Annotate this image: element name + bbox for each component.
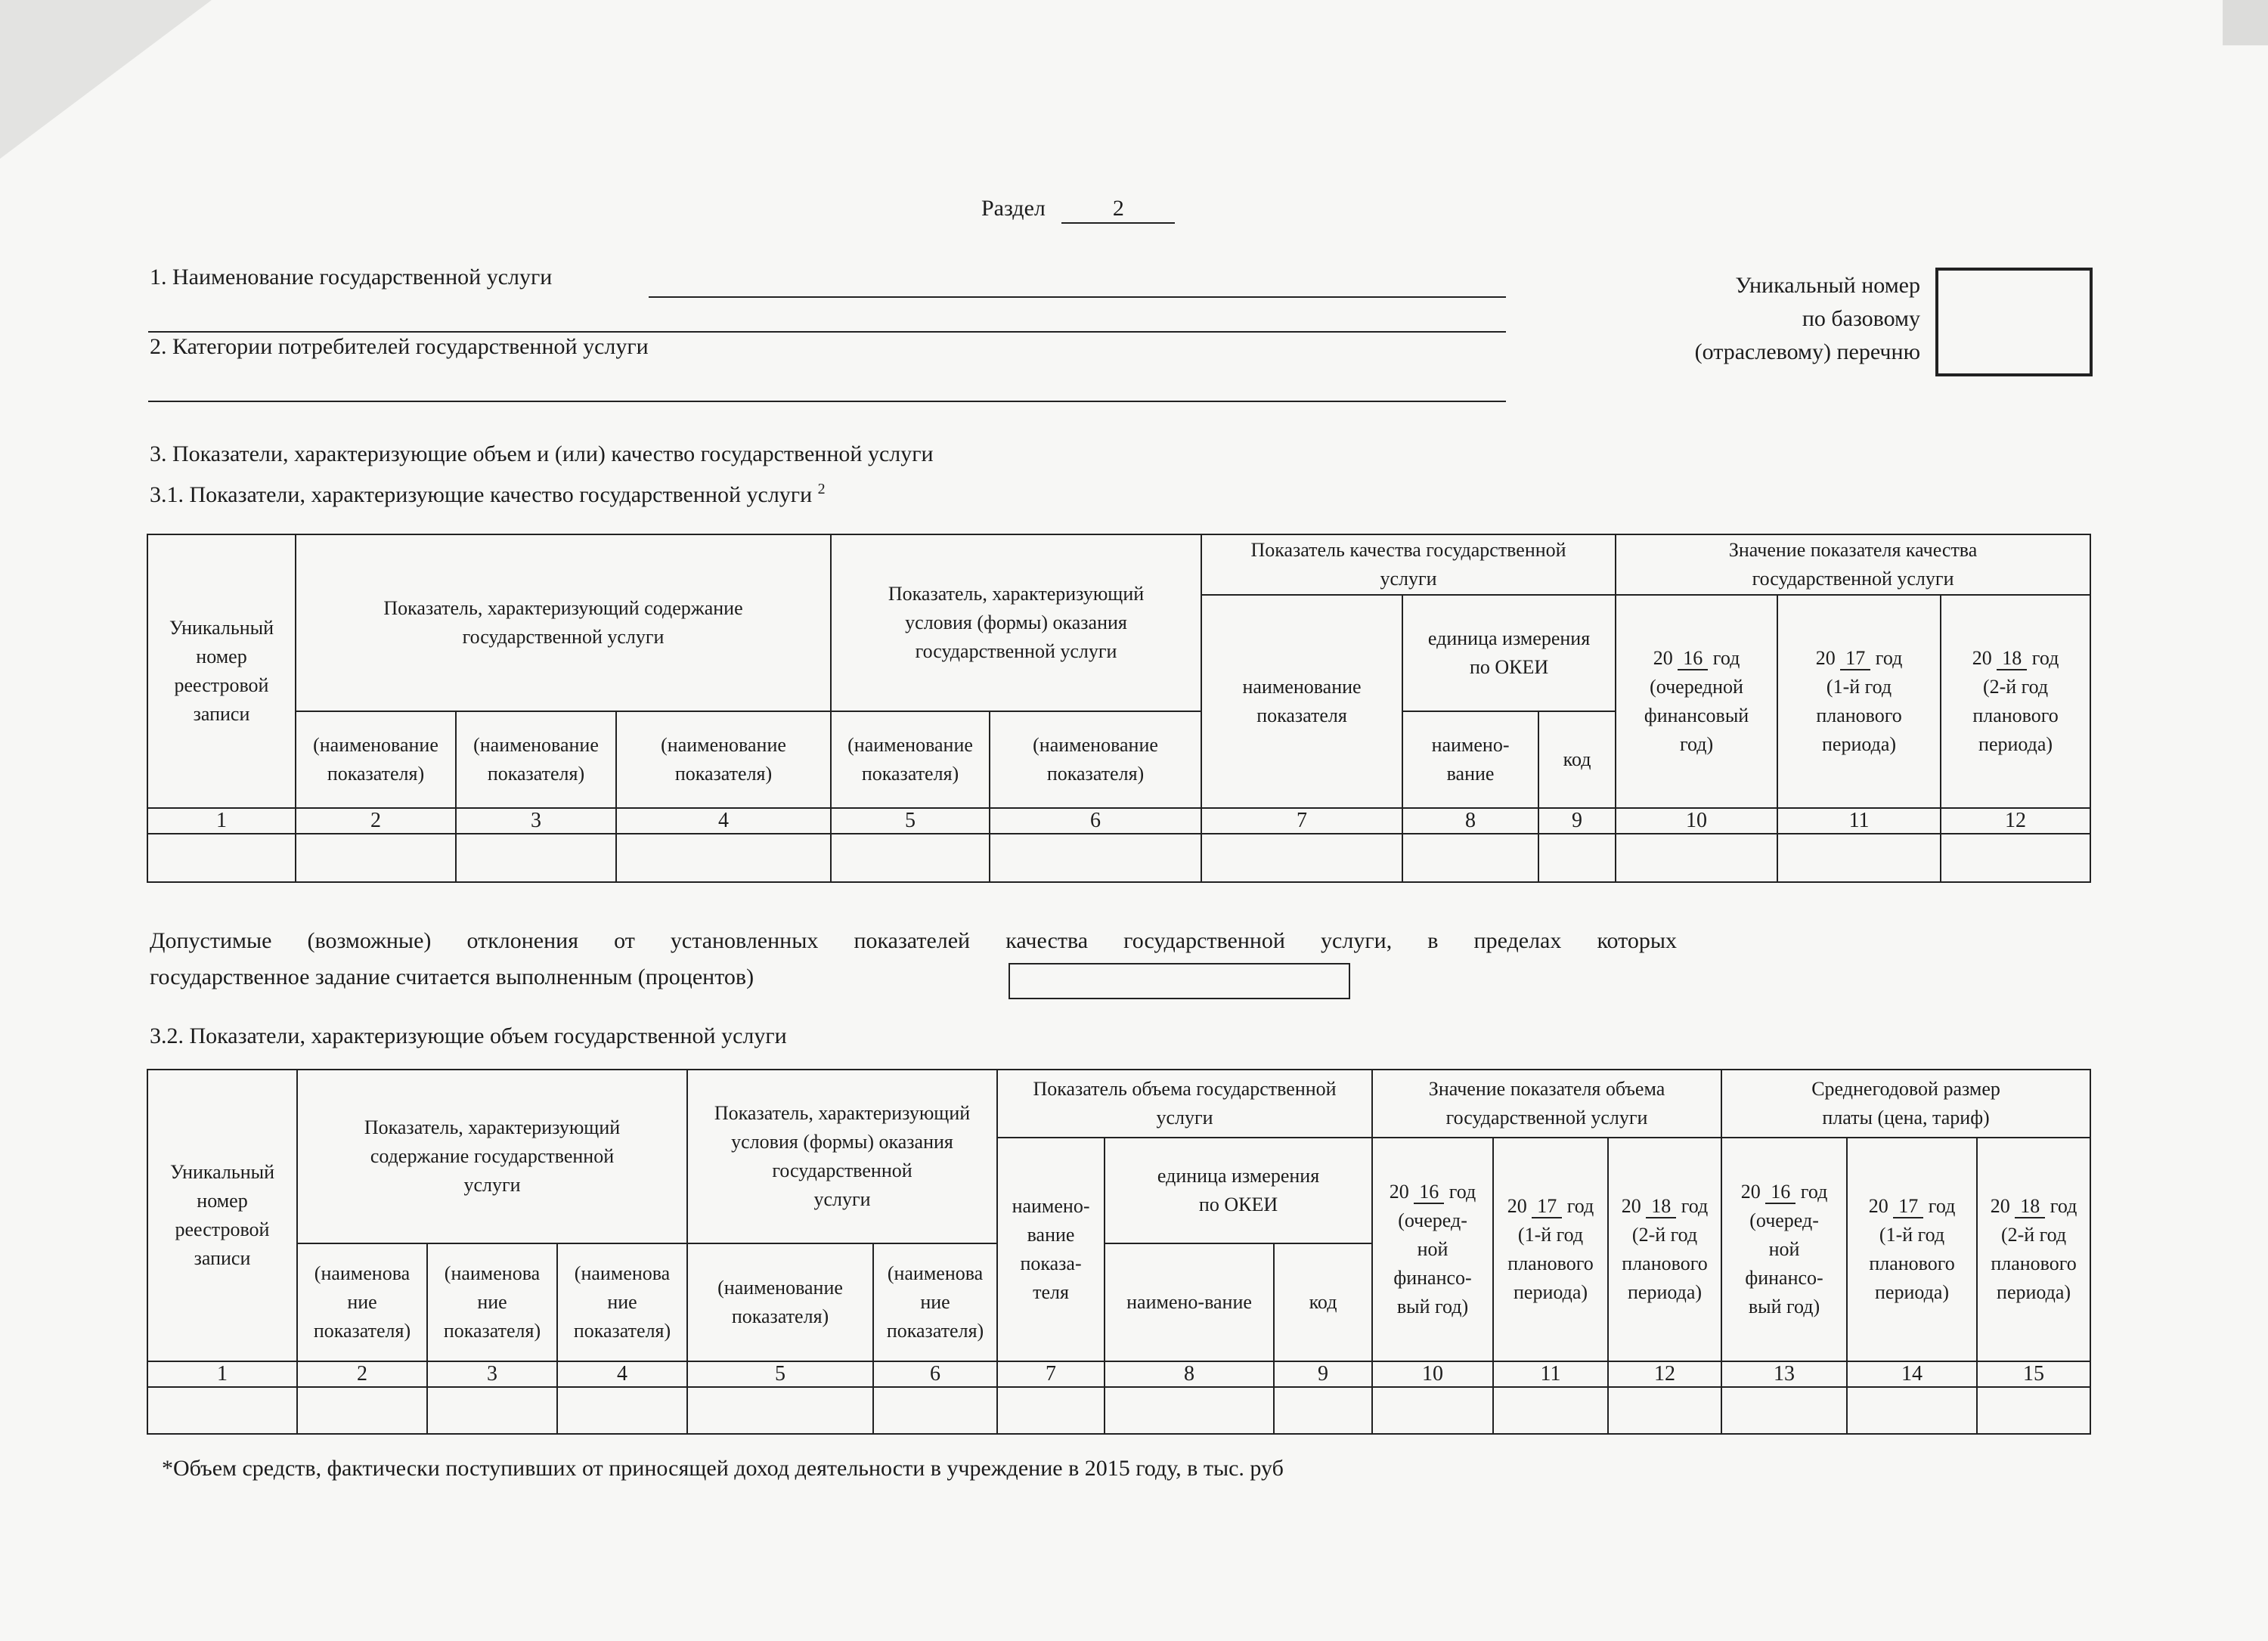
heading-3-1 [150, 481, 826, 508]
vt-cell[interactable] [1105, 1387, 1274, 1434]
qt-content-header: Показатель, характеризующий содержание государственной услуги [296, 534, 831, 711]
vt-cell[interactable] [1608, 1387, 1721, 1434]
vt-cell[interactable] [1977, 1387, 2090, 1434]
qt-cell[interactable] [1402, 834, 1538, 882]
unique-number-line-3: (отраслевому) перечню [1694, 339, 1920, 364]
vt-okei-unit: единица измерения по ОКЕИ [1105, 1138, 1372, 1243]
qt-registry-header: Уникальный номер реестровой записи [147, 534, 296, 808]
deviation-input-box[interactable] [1009, 963, 1350, 999]
qt-indicator-name: наименование показателя [1201, 595, 1402, 808]
vt-cell[interactable] [687, 1387, 873, 1434]
qt-sub-name-2: (наименование показателя) [456, 711, 616, 808]
vt-unit-code: код [1274, 1243, 1372, 1361]
vt-value-header: Значение показателя объема государственной услуги [1372, 1070, 1721, 1138]
qt-cell[interactable] [296, 834, 456, 882]
qt-number-row: 1 2 3 4 5 6 7 8 9 10 11 12 [147, 808, 2090, 834]
vt-cell[interactable] [1721, 1387, 1847, 1434]
page-fold-shadow [0, 0, 212, 159]
vt-sub-name-4: (наименование показателя) [687, 1243, 873, 1361]
consumers-label: 2. Категории потребителей государственной услуги [150, 334, 649, 359]
unique-number-box[interactable] [1935, 268, 2093, 376]
page-edge-shadow [2223, 0, 2268, 45]
vt-cell[interactable] [873, 1387, 997, 1434]
volume-table [147, 1069, 2091, 1435]
section-label: Раздел [981, 196, 1046, 221]
heading-3: 3. Показатели, характеризующие объем и (или) качество государственной услуги [150, 441, 934, 466]
qt-year-2018: 20 18 год (2-й год планового периода) [1941, 595, 2090, 808]
vt-value-2017: 20 17 год (1-й год планового периода) [1493, 1138, 1608, 1361]
vt-fee-header: Среднегодовой размер платы (цена, тариф) [1721, 1070, 2090, 1138]
qt-unit-code: код [1538, 711, 1616, 808]
qt-sub-name-1: (наименование показателя) [296, 711, 456, 808]
vt-sub-name-3: (наименова ние показателя) [557, 1243, 687, 1361]
qt-cell[interactable] [1777, 834, 1941, 882]
qt-cell[interactable] [831, 834, 990, 882]
heading-3-1-text: 3.1. Показатели, характеризующие качество государственной услуги [150, 482, 813, 507]
qt-okei-unit: единица измерения по ОКЕИ [1402, 595, 1616, 711]
vt-cell[interactable] [997, 1387, 1105, 1434]
vt-cell[interactable] [557, 1387, 687, 1434]
qt-cell[interactable] [616, 834, 831, 882]
vt-sub-name-2: (наименова ние показателя) [427, 1243, 557, 1361]
qt-cell[interactable] [456, 834, 616, 882]
vt-unit-name: наимено-вание [1105, 1243, 1274, 1361]
vt-volume-header: Показатель объема государственной услуги [997, 1070, 1372, 1138]
vt-cell[interactable] [1274, 1387, 1372, 1434]
service-name-label: 1. Наименование государственной услуги [150, 265, 553, 289]
vt-cell[interactable] [147, 1387, 297, 1434]
qt-cell[interactable] [1201, 834, 1402, 882]
qt-value-header: Значение показателя качества государственной услуги [1616, 534, 2090, 595]
section-number: 2 [1061, 195, 1175, 224]
qt-data-row [147, 834, 2090, 882]
vt-fee-2018: 20 18 год (2-й год планового периода) [1977, 1138, 2090, 1361]
qt-unit-name: наимено- вание [1402, 711, 1538, 808]
heading-3-2: 3.2. Показатели, характеризующие объем государственной услуги [150, 1023, 787, 1048]
vt-cell[interactable] [297, 1387, 427, 1434]
consumers-line[interactable] [148, 401, 1506, 402]
qt-cell[interactable] [1538, 834, 1616, 882]
vt-sub-name-1: (наименова ние показателя) [297, 1243, 427, 1361]
qt-year-2017: 20 17 год (1-й год планового периода) [1777, 595, 1941, 808]
qt-cell[interactable] [1941, 834, 2090, 882]
footnote: *Объем средств, фактически поступивших от приносящей доход деятельности в учреждение в 2015 году, в тыс. руб [162, 1456, 1284, 1481]
vt-conditions-header: Показатель, характеризующий условия (формы) оказания государственной услуги [687, 1070, 997, 1243]
qt-cell[interactable] [990, 834, 1201, 882]
vt-cell[interactable] [1372, 1387, 1493, 1434]
qt-cell[interactable] [147, 834, 296, 882]
deviation-text-1: Допустимые (возможные) отклонения от установленных показателей качества государственной услуги, в пределах которых [150, 928, 1677, 953]
section-title [981, 195, 1175, 224]
vt-cell[interactable] [1847, 1387, 1977, 1434]
vt-fee-2017: 20 17 год (1-й год планового периода) [1847, 1138, 1977, 1361]
vt-data-row [147, 1387, 2090, 1434]
service-name-line-2[interactable] [148, 331, 1506, 333]
vt-indicator-name: наимено- вание показа- теля [997, 1138, 1105, 1361]
vt-value-2016: 20 16 год (очеред- ной финансо- вый год) [1372, 1138, 1493, 1361]
footnote-ref: 2 [817, 481, 826, 497]
service-name-line[interactable] [649, 296, 1506, 298]
quality-table [147, 534, 2091, 883]
vt-registry-header: Уникальный номер реестровой записи [147, 1070, 297, 1361]
vt-content-header: Показатель, характеризующий содержание государственной услуги [297, 1070, 687, 1243]
vt-number-row: 1 2 3 4 5 6 7 8 9 10 11 12 13 14 15 [147, 1361, 2090, 1387]
unique-number-label [1603, 269, 1920, 369]
vt-sub-name-5: (наименова ние показателя) [873, 1243, 997, 1361]
vt-cell[interactable] [427, 1387, 557, 1434]
qt-cell[interactable] [1616, 834, 1777, 882]
unique-number-line-1: Уникальный номер [1735, 273, 1920, 298]
qt-year-2016: 20 16 год (очередной финансовый год) [1616, 595, 1777, 808]
qt-sub-name-5: (наименование показателя) [990, 711, 1201, 808]
qt-sub-name-4: (наименование показателя) [831, 711, 990, 808]
qt-sub-name-3: (наименование показателя) [616, 711, 831, 808]
unique-number-line-2: по базовому [1802, 306, 1920, 331]
vt-cell[interactable] [1493, 1387, 1608, 1434]
vt-fee-2016: 20 16 год (очеред- ной финансо- вый год) [1721, 1138, 1847, 1361]
qt-quality-header: Показатель качества государственной услуги [1201, 534, 1616, 595]
qt-conditions-header: Показатель, характеризующий условия (формы) оказания государственной услуги [831, 534, 1201, 711]
deviation-text-2: государственное задание считается выполненным (процентов) [150, 964, 754, 989]
vt-value-2018: 20 18 год (2-й год планового периода) [1608, 1138, 1721, 1361]
